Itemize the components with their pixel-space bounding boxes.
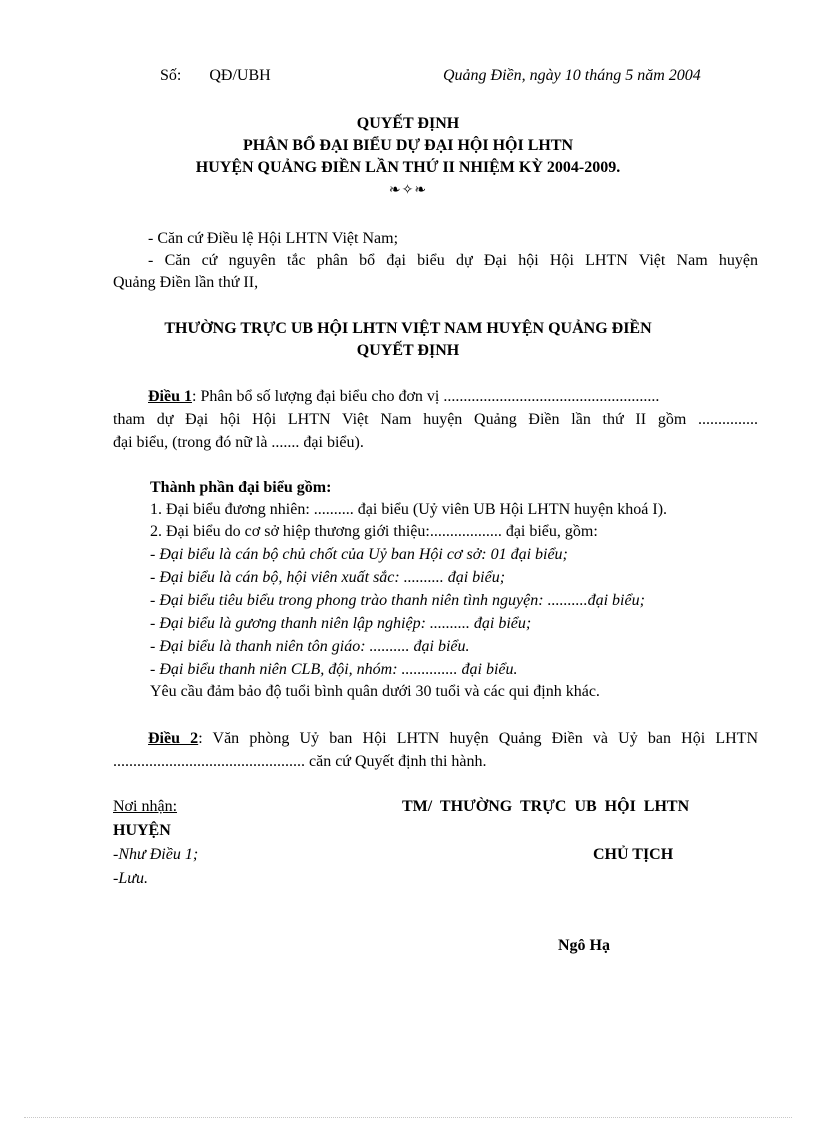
composition-requirement: Yêu cầu đảm bảo độ tuổi bình quân dưới 30 tuổi và các qui định khác. xyxy=(150,683,600,700)
article-1-line1 xyxy=(148,387,659,407)
basis-item-1: - Căn cứ Điều lệ Hội LHTN Việt Nam; xyxy=(148,230,399,247)
composition-item-1: 1. Đại biểu đương nhiên: .......... đại biểu (Uỷ viên UB Hội LHTN huyện khoá I). xyxy=(150,501,668,518)
document-number xyxy=(160,66,271,86)
composition-sub-item: - Đại biểu là cán bộ, hội viên xuất sắc: .......... đại biểu; xyxy=(150,569,506,586)
authority-line2: QUYẾT ĐỊNH xyxy=(356,342,460,359)
authority-line1: THƯỜNG TRỰC UB HỘI LHTN VIỆT NAM HUYỆN QUẢNG ĐIỀN xyxy=(164,320,652,337)
composition-sub-item: - Đại biểu thanh niên CLB, đội, nhóm: .............. đại biểu. xyxy=(150,661,518,678)
composition-heading: Thành phần đại biểu gồm: xyxy=(150,479,332,496)
title-line2: PHÂN BỔ ĐẠI BIỂU DỰ ĐẠI HỘI HỘI LHTN xyxy=(242,137,574,154)
number-label: Số: xyxy=(160,67,182,84)
composition-sub-item: - Đại biểu là cán bộ chủ chốt của Uỷ ban Hội cơ sở: 01 đại biểu; xyxy=(150,546,568,563)
article-1-label: Điều 1 xyxy=(148,388,192,405)
signature-line2: HUYỆN xyxy=(113,822,171,839)
composition-sub-item: - Đại biểu là thanh niên tôn giáo: .......... đại biểu. xyxy=(150,638,470,655)
number-value: QĐ/UBH xyxy=(209,67,271,84)
signer-name: Ngô Hạ xyxy=(558,937,610,954)
recipients-label: Nơi nhận: xyxy=(113,798,178,815)
composition-item-2: 2. Đại biểu do cơ sở hiệp thương giới thiệu:.................. đại biểu, gồm: xyxy=(150,523,598,540)
signature-line1: TM/ THƯỜNG TRỰC UB HỘI LHTN xyxy=(402,798,690,815)
recipient-item: -Như Điều 1; xyxy=(113,846,199,863)
composition-sub-item: - Đại biểu là gương thanh niên lập nghiệp: .......... đại biểu; xyxy=(150,615,532,632)
page-bottom-border xyxy=(24,1117,792,1118)
signature-title: CHỦ TỊCH xyxy=(593,846,674,863)
article-2-text: : Văn phòng Uỷ ban Hội LHTN huyện Quảng Điền và Uỷ ban Hội LHTN xyxy=(198,730,759,747)
article-2-line1 xyxy=(148,729,758,749)
basis-item-2-line2: Quảng Điền lần thứ II, xyxy=(113,274,259,291)
place-date: Quảng Điền, ngày 10 tháng 5 năm 2004 xyxy=(443,67,701,84)
title-line3: HUYỆN QUẢNG ĐIỀN LẦN THỨ II NHIỆM KỲ 2004-2009. xyxy=(195,159,621,176)
article-2-line2: ................................................ căn cứ Quyết định thi hành. xyxy=(113,753,487,770)
title-ornament: ❧✧❧ xyxy=(388,183,428,198)
article-1-line3: đại biểu, (trong đó nữ là ....... đại biểu). xyxy=(113,434,364,451)
article-1-line2: tham dự Đại hội Hội LHTN Việt Nam huyện Quảng Điền lần thứ II gồm ............... xyxy=(113,411,758,428)
basis-item-2-line1: - Căn cứ nguyên tắc phân bổ đại biểu dự Đại hội Hội LHTN Việt Nam huyện xyxy=(148,252,758,269)
recipient-item: -Lưu. xyxy=(113,870,148,887)
title-decision: QUYẾT ĐỊNH xyxy=(356,115,460,132)
composition-sub-item: - Đại biểu tiêu biểu trong phong trào thanh niên tình nguyện: ..........đại biểu; xyxy=(150,592,645,609)
article-2-label: Điều 2 xyxy=(148,730,199,747)
article-1-text: : Phân bổ số lượng đại biểu cho đơn vị ...................................................... xyxy=(192,388,660,405)
